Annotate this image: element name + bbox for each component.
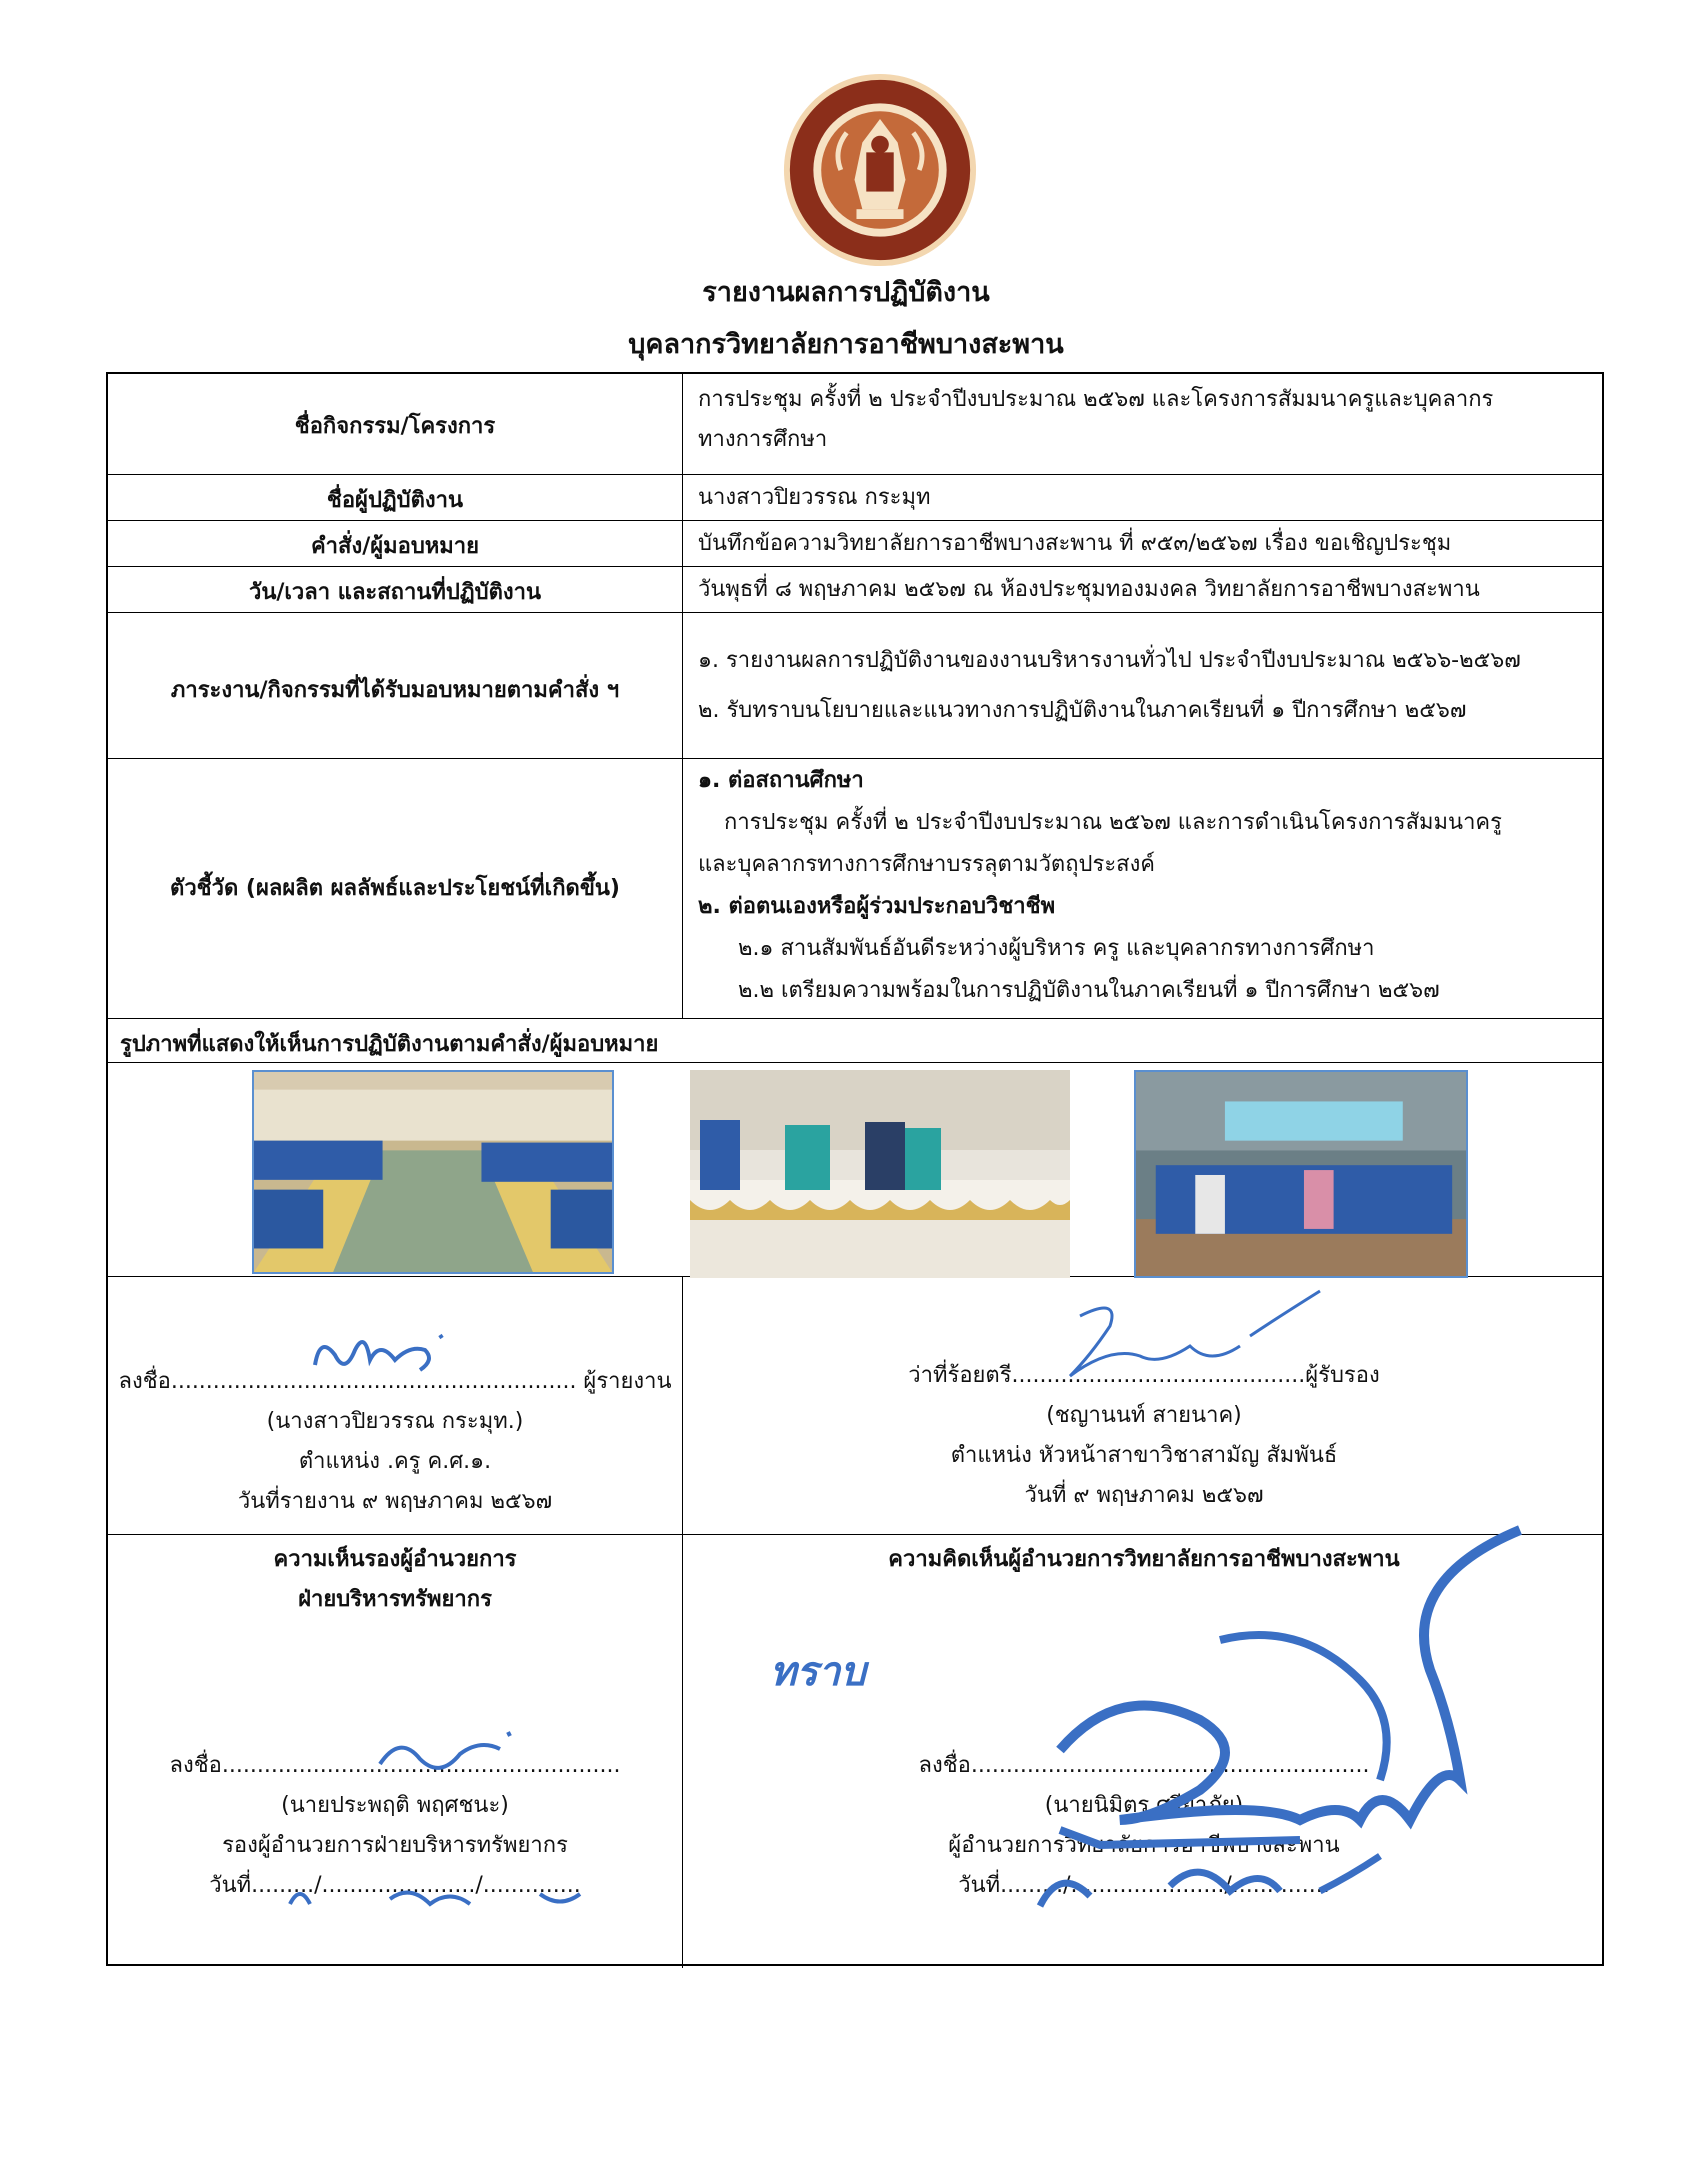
director-sign-line: ลงชื่อ.........................................................	[918, 1753, 1370, 1778]
certifier-name: (ชญานนท์ สายนาค)	[1046, 1403, 1242, 1428]
reporter-date: วันที่รายงาน ๙ พฤษภาคม ๒๕๖๗	[237, 1489, 553, 1514]
deputy-sign-line: ลงชื่อ.........................................................	[169, 1753, 621, 1778]
meeting-photo-1	[252, 1070, 614, 1274]
reporter-name: (นางสาวปิยวรรณ กระมุท.)	[266, 1409, 524, 1434]
certifier-signature-block	[682, 1356, 1606, 1516]
activity-label: ชื่อกิจกรรม/โครงการ	[294, 414, 496, 439]
order-label: คำสั่ง/ผู้มอบหมาย	[310, 534, 480, 559]
certifier-sign-line: ว่าที่ร้อยตรี..........................................ผู้รับรอง	[908, 1363, 1380, 1388]
director-position: ผู้อำนวยการวิทยาลัยการอาชีพบางสะพาน	[948, 1833, 1340, 1858]
meeting-photo-3	[1134, 1070, 1468, 1278]
performer-label: ชื่อผู้ปฏิบัติงาน	[326, 488, 464, 513]
deputy-position: รองผู้อำนวยการฝ่ายบริหารทรัพยากร	[222, 1833, 568, 1858]
svg-text:ทราบ: ทราบ	[770, 1649, 866, 1695]
meeting-photo-2	[690, 1070, 1070, 1278]
reporter-sign-line: ลงชื่อ.......................................................... ผู้รายงาน	[118, 1369, 672, 1394]
report-title: รายงานผลการปฏิบัติงาน	[702, 277, 990, 308]
tasks-label: ภาระงาน/กิจกรรมที่ได้รับมอบหมายตามคำสั่ง ฯ	[170, 678, 620, 703]
director-date: วันที่........./....................../..............	[958, 1873, 1330, 1898]
activity-value: การประชุม ครั้งที่ ๒ ประจำปีงบประมาณ ๒๕๖๗ และโครงการสัมมนาครูและบุคลากร ทางการศึกษา	[698, 387, 1494, 452]
tasks-list	[698, 636, 1598, 736]
task-item: ๑. รายงานผลการปฏิบัติงานของงานบริหารงานทั่วไป ประจำปีงบประมาณ ๒๕๖๖-๒๕๖๗	[698, 648, 1521, 673]
reporter-signature-block	[108, 1362, 682, 1522]
datetime-label: วัน/เวลา และสถานที่ปฏิบัติงาน	[248, 580, 542, 605]
deputy-signature-block	[108, 1746, 682, 1906]
deputy-date: วันที่........./....................../..............	[209, 1873, 581, 1898]
college-seal-logo	[782, 72, 978, 268]
certifier-position: ตำแหน่ง หัวหน้าสาขาวิชาสามัญ สัมพันธ์	[950, 1443, 1338, 1468]
performer-value: นางสาวปิยวรรณ กระมุท	[698, 485, 931, 510]
report-form	[106, 372, 1604, 1966]
indicators-label: ตัวชี้วัด (ผลผลิต ผลลัพธ์และประโยชน์ที่เกิดขึ้น)	[170, 876, 620, 901]
task-item: ๒. รับทราบนโยบายและแนวทางการปฏิบัติงานในภาคเรียนที่ ๑ ปีการศึกษา ๒๕๖๗	[698, 698, 1467, 723]
deputy-name: (นายประพฤติ พฤศชนะ)	[281, 1793, 509, 1818]
director-signature-block	[682, 1746, 1606, 1906]
director-heading: ความคิดเห็นผู้อำนวยการวิทยาลัยการอาชีพบางสะพาน	[888, 1547, 1400, 1572]
datetime-value: วันพุธที่ ๘ พฤษภาคม ๒๕๖๗ ณ ห้องประชุมทองมงคล วิทยาลัยการอาชีพบางสะพาน	[698, 577, 1480, 602]
director-name: (นายนิมิตร ศรียาภัย)	[1044, 1793, 1244, 1818]
deputy-heading: ความเห็นรองผู้อำนวยการ ฝ่ายบริหารทรัพยากร	[273, 1547, 517, 1612]
certifier-date: วันที่ ๙ พฤษภาคม ๒๕๖๗	[1024, 1483, 1264, 1508]
indicators-value: ๑. ต่อสถานศึกษา การประชุม ครั้งที่ ๒ ประจำปีงบประมาณ ๒๕๖๗ และการดำเนินโครงการสัมมนาครู และบุคลากรทางการศึกษาบรรลุตามวัตถุประสงค์ ๒. ต่อตนเองหรือผู้ร่วมประกอบวิชาชีพ ๒.๑ สานสัมพันธ์อันดีระหว่างผู้บริหาร ครู และบุคลากรทางการศึกษา ๒.๒ เตรียมความพร้อมในการปฏิบัติงานในภาคเรียนที่ ๑ ปีการศึกษา ๒๕๖๗	[698, 768, 1502, 1003]
photos-caption: รูปภาพที่แสดงให้เห็นการปฏิบัติงานตามคำสั่ง/ผู้มอบหมาย	[120, 1032, 659, 1057]
order-value: บันทึกข้อความวิทยาลัยการอาชีพบางสะพาน ที่ ๙๕๓/๒๕๖๗ เรื่อง ขอเชิญประชุม	[698, 531, 1452, 556]
reporter-position: ตำแหน่ง .ครู ค.ศ.๑.	[298, 1449, 492, 1474]
report-subtitle: บุคลากรวิทยาลัยการอาชีพบางสะพาน	[628, 329, 1064, 360]
